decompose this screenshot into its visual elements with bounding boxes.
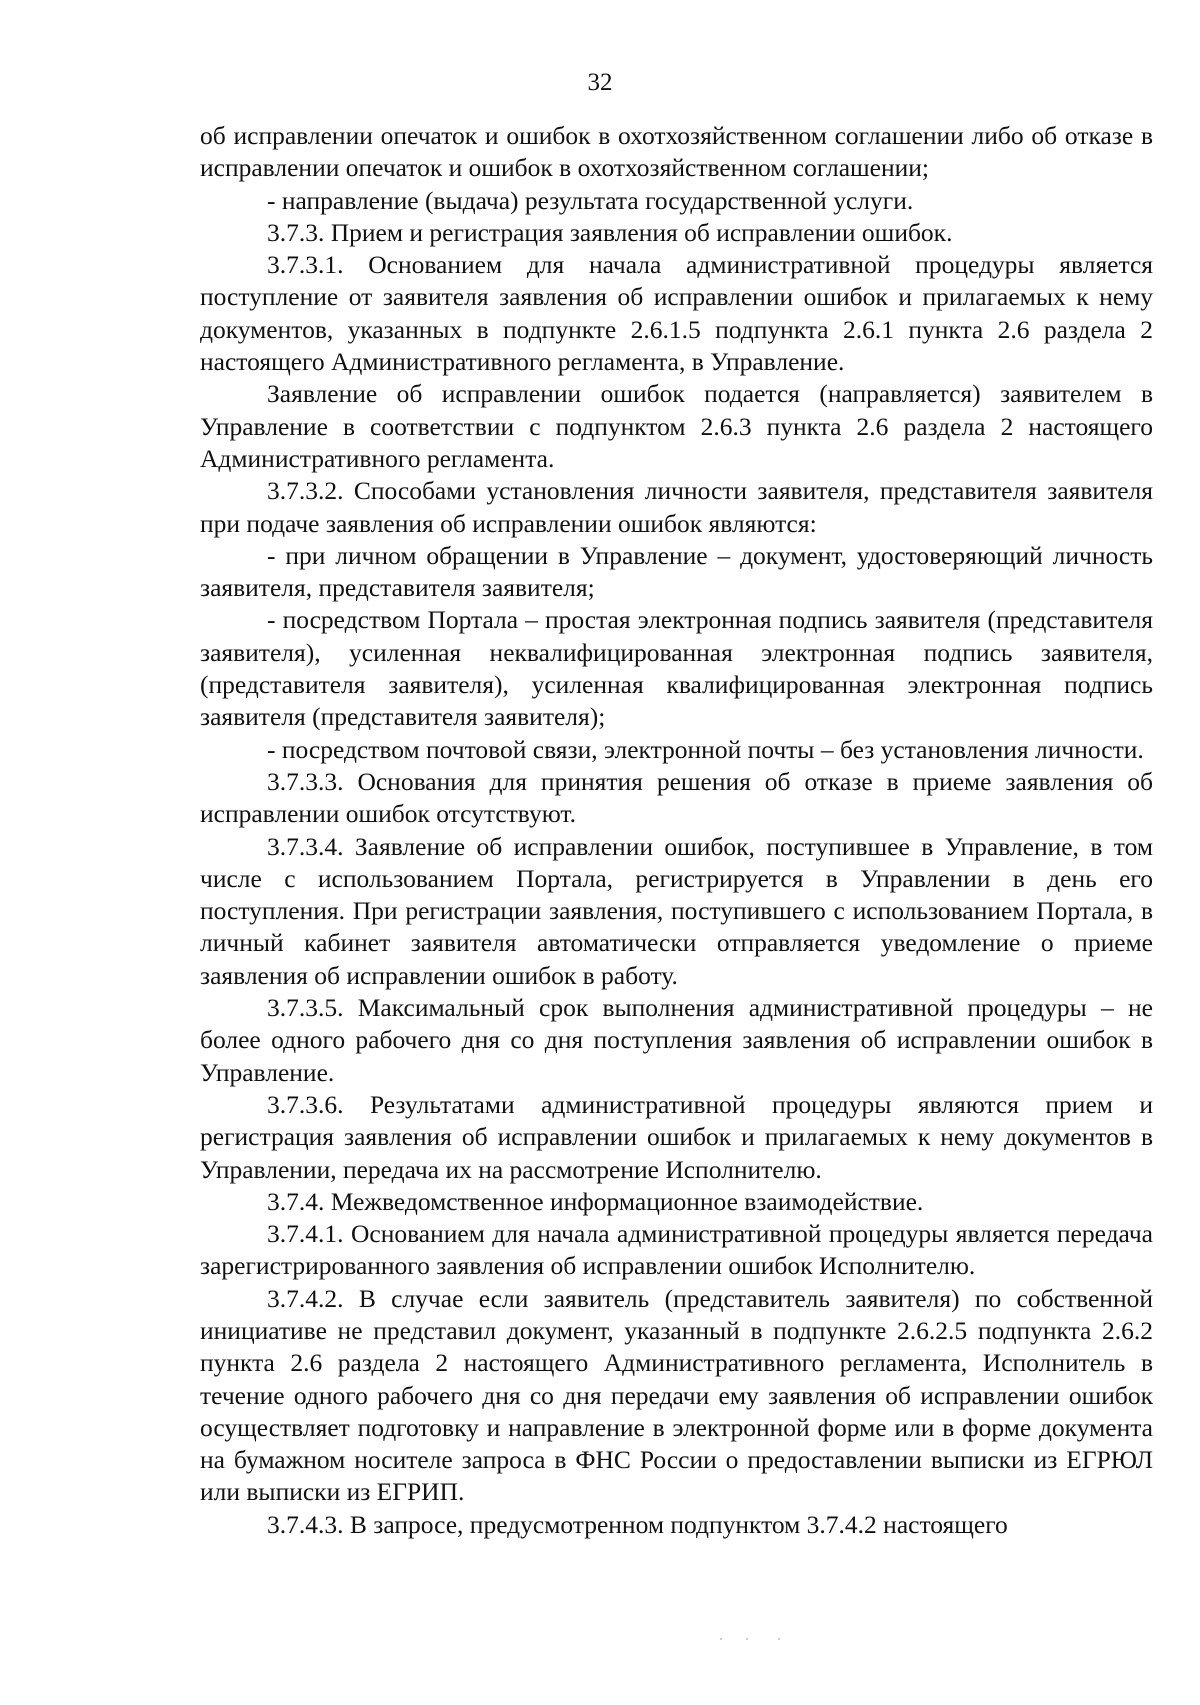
paragraph: 3.7.3.2. Способами установления личности заявителя, представителя заявителя при подаче заявления об исправлении ошибок являются: xyxy=(200,476,1153,538)
scan-dot xyxy=(778,1638,780,1640)
paragraph-list-item: - посредством Портала – простая электронная подпись заявителя (представителя заявителя), усиленная неквалифицированная электронная подпись заявителя, (представителя заявителя), усиленная квалифицированная электронная подпись заявителя (представителя заявителя); xyxy=(200,605,1153,732)
document-body xyxy=(200,120,1153,1541)
paragraph-list-item: - при личном обращении в Управление – документ, удостоверяющий личность заявителя, представителя заявителя; xyxy=(200,540,1153,603)
paragraph: 3.7.3.6. Результатами административной процедуры являются прием и регистрация заявления об исправлении ошибок и прилагаемых к нему документов в Управлении, передача их на рассмотрение Исполнителю. xyxy=(200,1089,1153,1184)
paragraph: 3.7.4.3. В запросе, предусмотренном подпунктом 3.7.4.2 настоящего xyxy=(267,1509,1008,1539)
paragraph: 3.7.3.4. Заявление об исправлении ошибок, поступившее в Управление, в том числе с использованием Портала, регистрируется в Управлении в день его поступления. При регистрации заявления, поступившего с использованием Портала, в личный кабинет заявителя автоматически отправляется уведомление о приеме заявления об исправлении ошибок в работу. xyxy=(200,831,1153,990)
paragraph-continuation: об исправлении опечаток и ошибок в охотхозяйственном соглашении либо об отказе в исправлении опечаток и ошибок в охотхозяйственном соглашении; xyxy=(200,121,1153,183)
paragraph: Заявление об исправлении ошибок подается (направляется) заявителем в Управление в соответствии с подпунктом 2.6.3 пункта 2.6 раздела 2 настоящего Административного регламента. xyxy=(200,379,1153,473)
page-number: 32 xyxy=(587,69,613,96)
scan-dot xyxy=(720,1638,722,1640)
paragraph: 3.7.4.2. В случае если заявитель (представитель заявителя) по собственной инициативе не представил документ, указанный в подпункте 2.6.2.5 подпункта 2.6.2 пункта 2.6 раздела 2 настоящего Административного регламента, Исполнитель в течение одного рабочего дня со дня передачи ему заявления об исправлении ошибок осуществляет подготовку и направление в электронной форме или в форме документа на бумажном носителе запроса в ФНС России о предоставлении выписки из ЕГРЮЛ или выписки из ЕГРИП. xyxy=(200,1283,1153,1507)
scan-dot xyxy=(746,1638,748,1640)
paragraph-list-item: - посредством почтовой связи, электронной почты – без установления личности. xyxy=(267,734,1144,764)
paragraph: 3.7.3.1. Основанием для начала административной процедуры является поступление от заявителя заявления об исправлении ошибок и прилагаемых к нему документов, указанных в подпункте 2.6.1.5 подпункта 2.6.1 пункта 2.6 раздела 2 настоящего Административного регламента, в Управление. xyxy=(200,250,1153,377)
paragraph-section-heading: 3.7.3. Прием и регистрация заявления об исправлении ошибок. xyxy=(267,217,953,247)
paragraph: 3.7.3.3. Основания для принятия решения об отказе в приеме заявления об исправлении ошибок отсутствуют. xyxy=(200,766,1153,829)
paragraph: 3.7.3.5. Максимальный срок выполнения административной процедуры – не более одного рабочего дня со дня поступления заявления об исправлении ошибок в Управление. xyxy=(200,993,1153,1087)
paragraph: 3.7.4.1. Основанием для начала административной процедуры является передача зарегистрированного заявления об исправлении ошибок Исполнителю. xyxy=(200,1219,1153,1281)
paragraph-section-heading: 3.7.4. Межведомственное информационное взаимодействие. xyxy=(267,1186,924,1216)
paragraph-list-item: - направление (выдача) результата государственной услуги. xyxy=(267,185,914,215)
scan-artifact xyxy=(720,1638,800,1644)
